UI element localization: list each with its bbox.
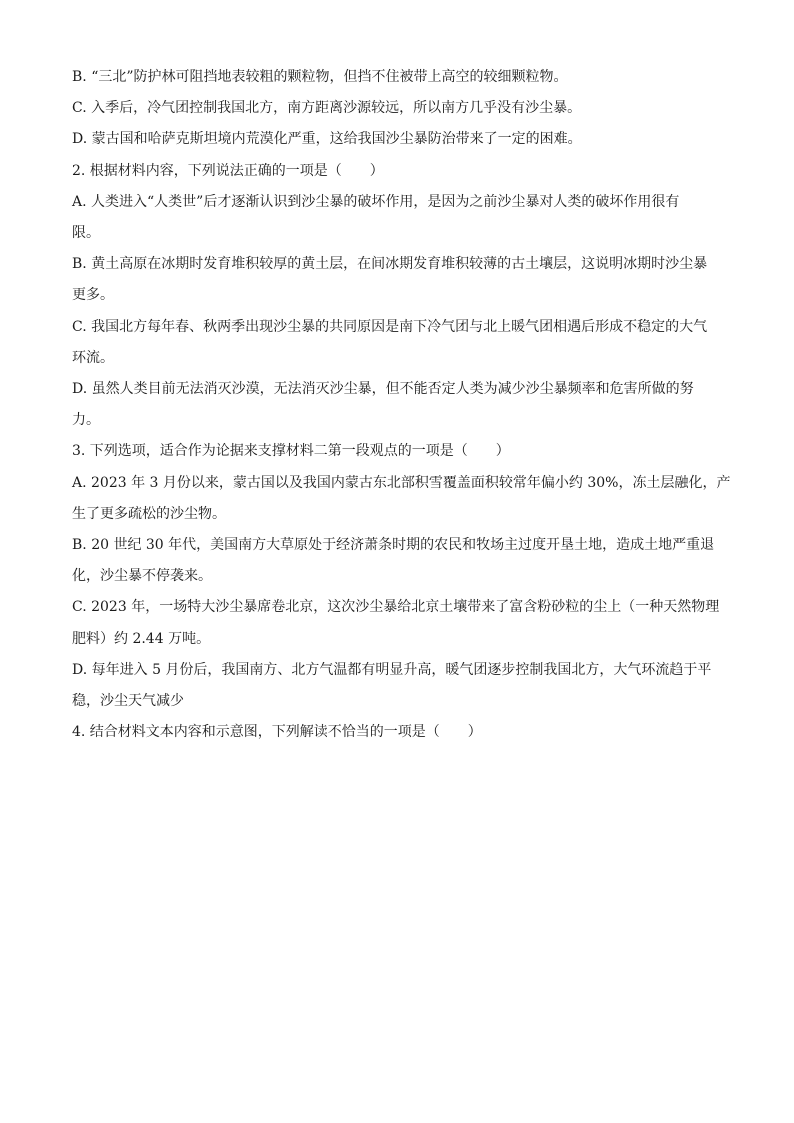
option-b-q2-line-2: 更多。 bbox=[72, 287, 114, 304]
option-b-q2-line-1: B. 黄土高原在冰期时发育堆积较厚的黄土层，在间冰期发育堆积较薄的古土壤层，这说明冰期时沙尘暴 bbox=[72, 256, 708, 273]
option-a-q3 bbox=[72, 468, 731, 530]
option-d-q3 bbox=[72, 655, 724, 717]
option-a-q3-line-2: 生了更多疏松的沙尘物。 bbox=[72, 505, 226, 522]
option-c-q2-line-2: 环流。 bbox=[72, 349, 114, 366]
question-2-stem: 2. 根据材料内容，下列说法正确的一项是（ ） bbox=[72, 162, 384, 179]
option-c-q2 bbox=[72, 312, 724, 374]
option-b-q3-line-1: B. 20 世纪 30 年代，美国南方大草原处于经济萧条时期的农民和牧场主过度开垦土地，造成土地严重退 bbox=[72, 537, 715, 554]
option-d-q3-line-2: 稳，沙尘天气减少 bbox=[72, 693, 184, 710]
option-c-q3 bbox=[72, 592, 724, 654]
option-d-q1: D. 蒙古国和哈萨克斯坦境内荒漠化严重，这给我国沙尘暴防治带来了一定的困难。 bbox=[72, 131, 582, 148]
option-c-q3-line-1: C. 2023 年，一场特大沙尘暴席卷北京，这次沙尘暴给北京土壤带来了富含粉砂粒的尘上（一种天然物理 bbox=[72, 599, 720, 616]
option-a-q3-line-1: A. 2023 年 3 月份以来，蒙古国以及我国内蒙古东北部积雪覆盖面积较常年偏小约 30%，冻土层融化，产 bbox=[72, 474, 731, 491]
question-4-stem: 4. 结合材料文本内容和示意图，下列解读不恰当的一项是（ ） bbox=[72, 724, 482, 741]
option-a-q2-line-1: A. 人类进入“人类世”后才逐渐认识到沙尘暴的破坏作用，是因为之前沙尘暴对人类的破坏作用很有 bbox=[72, 193, 680, 210]
option-b-q1: B. “三北”防护林可阻挡地表较粗的颗粒物，但挡不住被带上高空的较细颗粒物。 bbox=[72, 69, 568, 85]
option-b-q2 bbox=[72, 249, 724, 311]
option-a-q2-line-2: 限。 bbox=[72, 225, 100, 242]
option-a-q2 bbox=[72, 187, 724, 249]
option-c-q3-line-2: 肥料）约 2.44 万吨。 bbox=[72, 630, 211, 647]
option-d-q3-line-1: D. 每年进入 5 月份后，我国南方、北方气温都有明显升高，暖气团逐步控制我国北方，大气环流趋于平 bbox=[72, 661, 712, 678]
option-b-q3-line-2: 化，沙尘暴不停袭来。 bbox=[72, 568, 212, 585]
option-d-q2-line-2: 力。 bbox=[72, 412, 100, 429]
document-page bbox=[72, 62, 731, 748]
option-c-q1: C. 入季后，冷气团控制我国北方，南方距离沙源较远，所以南方几乎没有沙尘暴。 bbox=[72, 100, 582, 117]
option-c-q2-line-1: C. 我国北方每年春、秋两季出现沙尘暴的共同原因是南下冷气团与北上暖气团相遇后形成不稳定的大气 bbox=[72, 318, 708, 335]
option-d-q2 bbox=[72, 374, 724, 436]
question-3-stem: 3. 下列选项，适合作为论据来支撑材料二第一段观点的一项是（ ） bbox=[72, 443, 510, 460]
option-b-q3 bbox=[72, 530, 724, 592]
option-d-q2-line-1: D. 虽然人类目前无法消灭沙漠，无法消灭沙尘暴，但不能否定人类为减少沙尘暴频率和危害所做的努 bbox=[72, 381, 694, 398]
